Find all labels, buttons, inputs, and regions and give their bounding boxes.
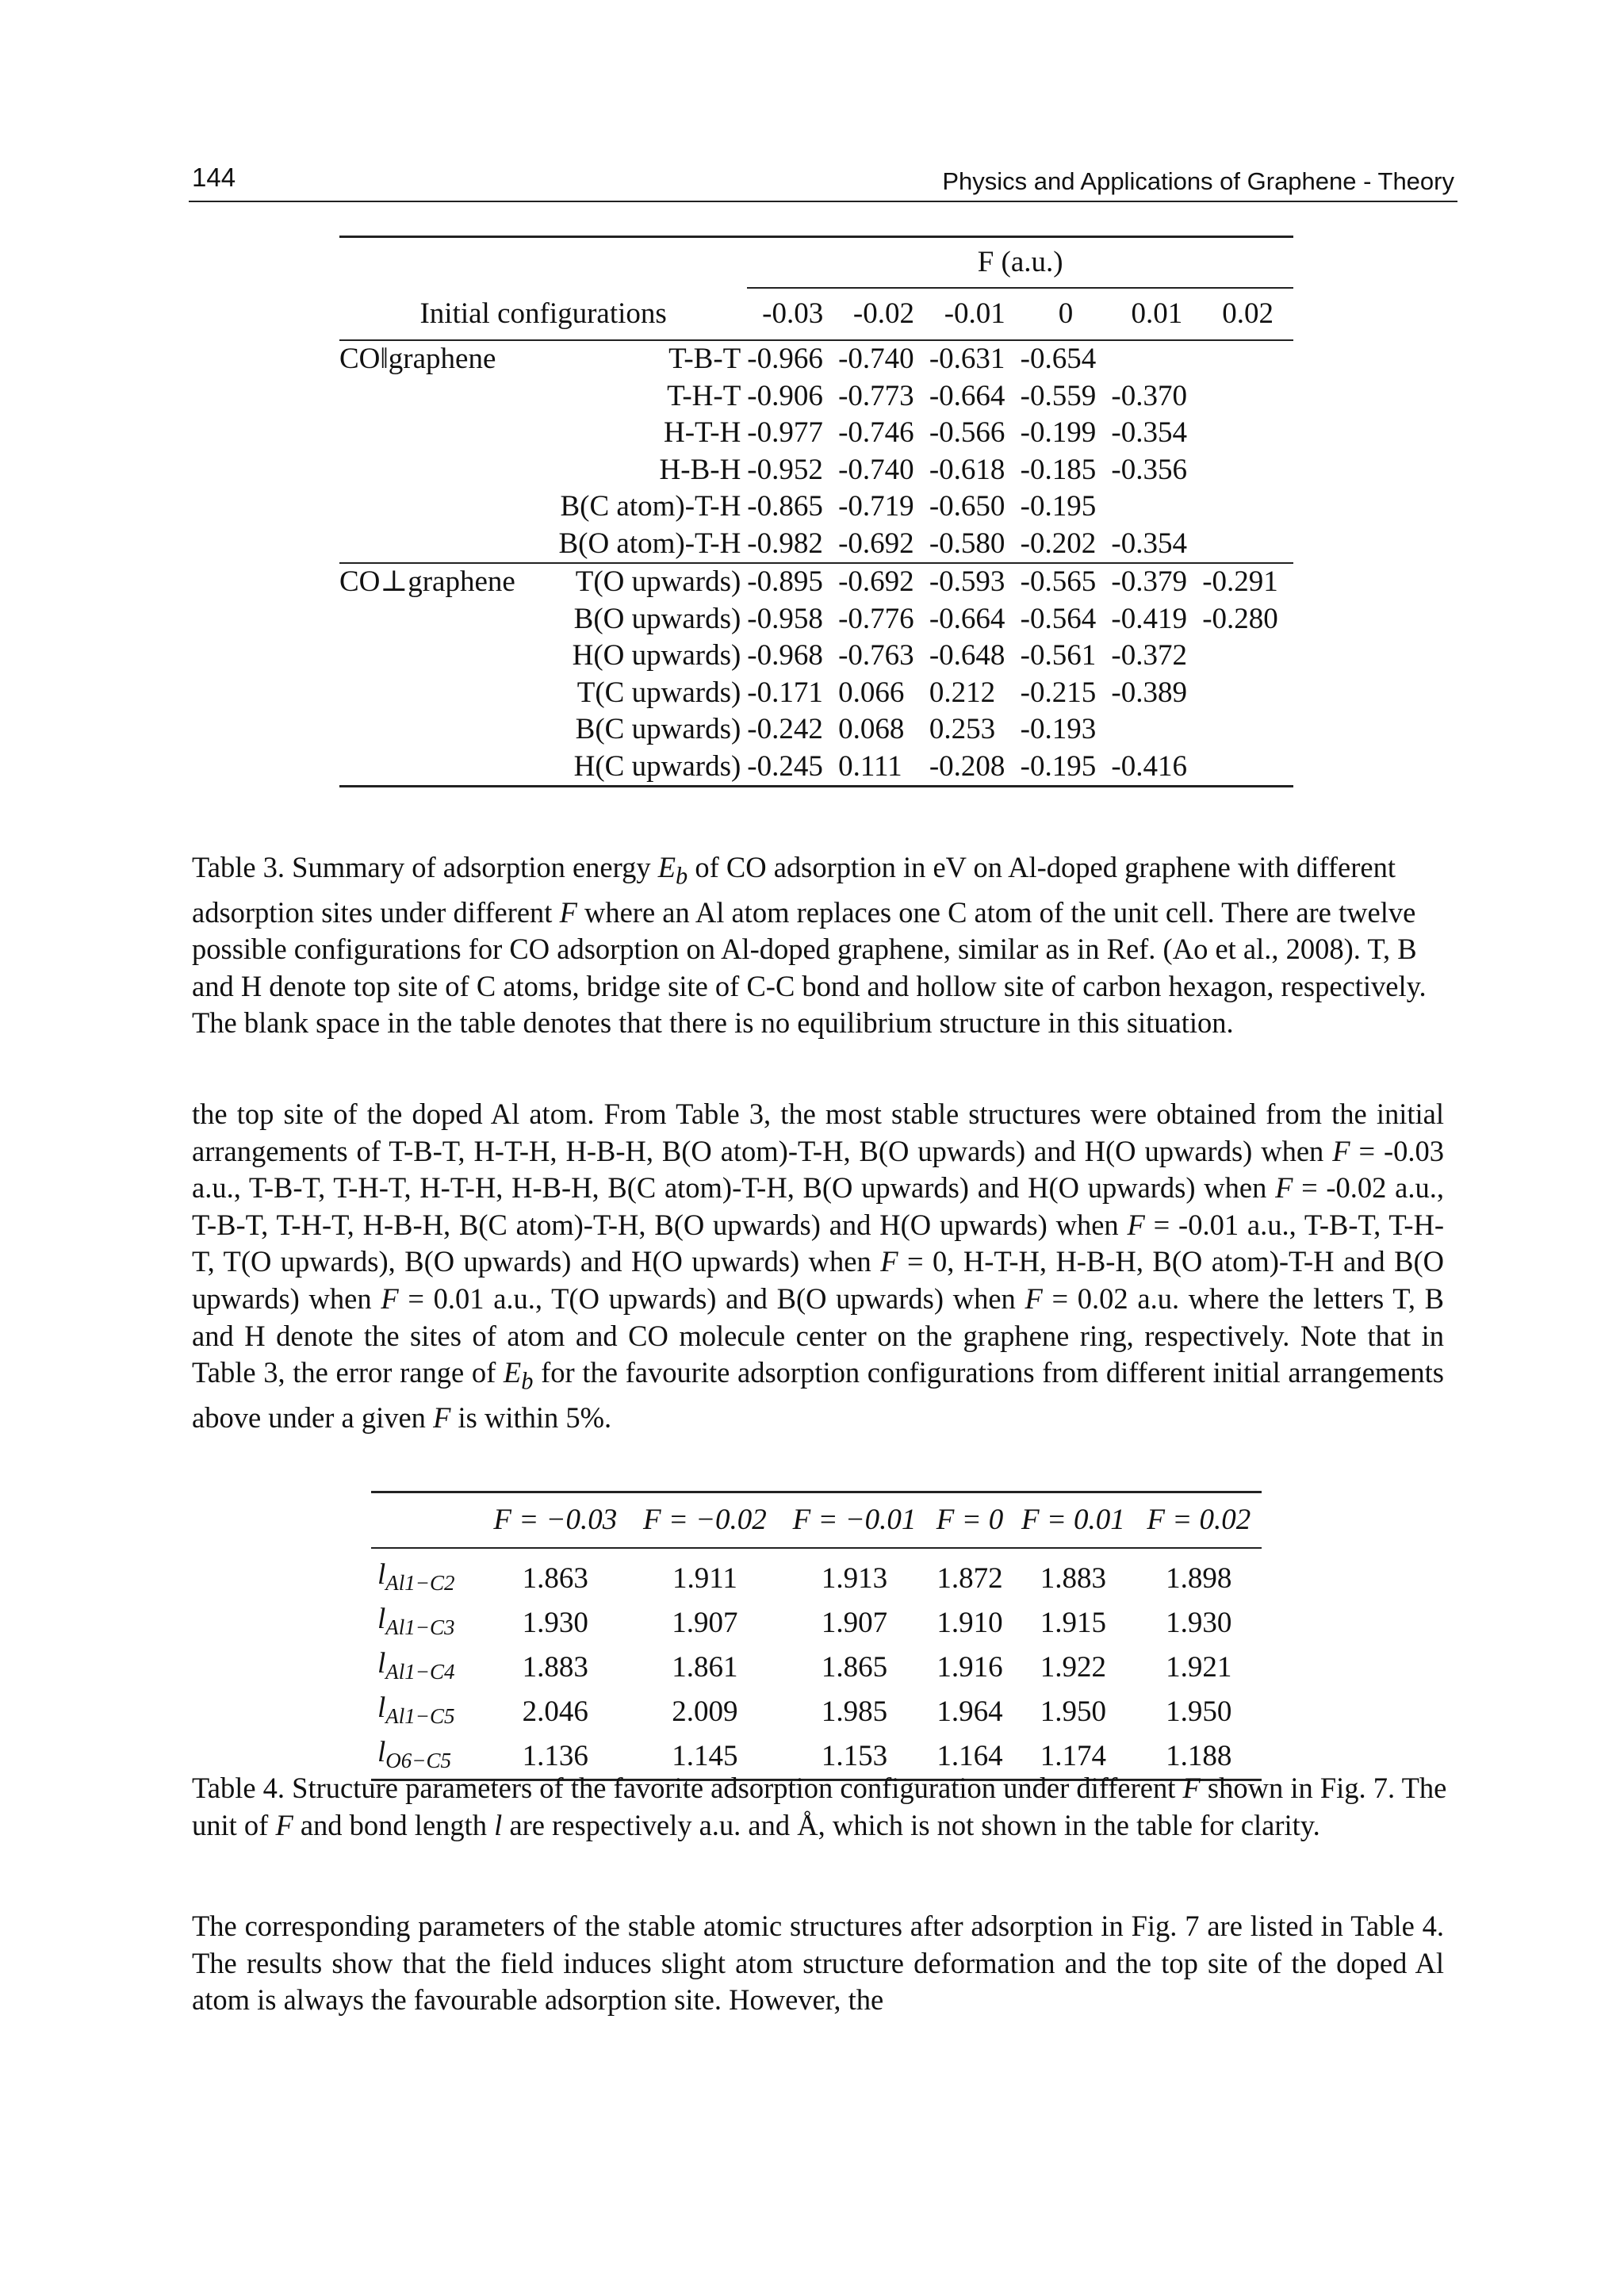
energy-value: -0.202: [1020, 527, 1097, 560]
energy-value: -0.773: [838, 379, 914, 412]
energy-value: [1202, 340, 1293, 378]
table-4-caption: Table 4. Structure parameters of the favorite adsorption configuration under different F shown in Fig. 7. The unit of F and bond length l are respectively a.u. and Å, which is not shown in the table for clarity.: [192, 1772, 1447, 1841]
page-number: 144: [192, 163, 236, 192]
energy-value: [1111, 711, 1202, 749]
f-header-cell: 0: [1021, 288, 1112, 340]
energy-value: [1202, 488, 1293, 526]
energy-value: [1111, 488, 1202, 526]
config-label: H-B-H: [659, 453, 741, 486]
energy-value: -0.740: [838, 453, 914, 486]
bond-length-value: 2.046: [522, 1695, 588, 1728]
energy-value: [1202, 675, 1293, 712]
table-3-row: [339, 415, 1293, 452]
table-4-header-cell: F = 0: [929, 1493, 1010, 1548]
energy-value: [1202, 415, 1293, 452]
group-label: CO‖graphene: [339, 343, 496, 376]
group-label: [339, 378, 554, 416]
energy-value: -0.593: [929, 563, 1021, 601]
energy-value: -0.564: [1020, 602, 1097, 635]
energy-value: -0.565: [1021, 563, 1112, 601]
energy-value: [1202, 378, 1293, 416]
f-header-cell: -0.01: [929, 288, 1021, 340]
group-label: [339, 675, 554, 712]
table-3-row: [339, 601, 1293, 638]
bond-length-value: 1.950: [1166, 1695, 1232, 1728]
table-3-row: [339, 526, 1293, 564]
energy-value: -0.982: [747, 527, 823, 560]
config-label: B(C atom)-T-H: [560, 490, 741, 523]
energy-value: -0.895: [747, 563, 838, 601]
body-paragraph-2: The corresponding parameters of the stable atomic structures after adsorption in Fig. 7 are listed in Table 4. The results show that the field induces slight atom structure deformation and the top site of the doped Al atom is always the favourable adsorption site. However, the: [192, 1910, 1444, 2017]
group-label: [339, 488, 554, 526]
group-label: CO⊥graphene: [339, 563, 554, 601]
table-3-row: [339, 675, 1293, 712]
energy-value: -0.952: [747, 453, 823, 486]
bond-length-value: 1.883: [1040, 1562, 1107, 1595]
bond-length-value: 2.009: [672, 1695, 738, 1728]
energy-value: -0.199: [1020, 416, 1097, 450]
bond-length-value: 1.915: [1040, 1607, 1107, 1639]
table-4-header-cell: F = −0.02: [630, 1493, 780, 1548]
energy-value: -0.354: [1111, 527, 1187, 560]
f-header-cell: -0.02: [838, 288, 929, 340]
table-4: [371, 1491, 1262, 1781]
f-header-cell: 0.01: [1111, 288, 1202, 340]
energy-value: -0.746: [838, 416, 914, 450]
bond-length-value: 1.950: [1040, 1695, 1107, 1728]
bond-length-value: 1.985: [821, 1695, 888, 1728]
table-4-header-cell: F = −0.03: [481, 1493, 630, 1548]
bond-length-value: 1.136: [522, 1740, 588, 1772]
bond-length-value: 1.872: [936, 1562, 1003, 1595]
energy-value: -0.379: [1111, 563, 1202, 601]
energy-value: -0.195: [1020, 749, 1097, 783]
group-label: [339, 749, 554, 786]
bond-length-value: 1.883: [522, 1651, 588, 1684]
energy-value: -0.763: [838, 639, 914, 672]
energy-value: -0.389: [1111, 676, 1187, 709]
bond-length-value: 1.188: [1166, 1740, 1232, 1772]
table-4-header-cell: F = 0.01: [1010, 1493, 1136, 1548]
energy-value: -0.664: [929, 379, 1005, 412]
energy-value: -0.171: [747, 676, 823, 709]
table-3-row: [339, 378, 1293, 416]
config-label: B(O upwards): [573, 602, 741, 635]
f-column-group-header: F (a.u.): [977, 246, 1063, 278]
energy-value: 0.111: [838, 749, 902, 783]
group-label: [339, 452, 554, 489]
config-label: H(O upwards): [572, 639, 741, 672]
bond-length-value: 1.861: [672, 1651, 738, 1684]
energy-value: -0.740: [838, 343, 914, 376]
bond-length-value: 1.911: [672, 1562, 737, 1595]
energy-value: -0.280: [1202, 602, 1278, 635]
energy-value: -0.719: [838, 490, 914, 523]
energy-value: -0.692: [838, 563, 929, 601]
energy-value: -0.654: [1020, 343, 1097, 376]
bond-length-label: $l_{Al1-C3}$: [377, 1603, 455, 1639]
bond-length-value: 1.910: [936, 1607, 1003, 1639]
energy-value: 0.212: [929, 676, 996, 709]
energy-value: [1111, 340, 1202, 378]
bond-length-value: 1.174: [1040, 1740, 1107, 1772]
bond-length-value: 1.865: [821, 1651, 888, 1684]
bond-length-value: 1.863: [522, 1562, 588, 1595]
bond-length-label: $l_{Al1-C5}$: [377, 1691, 455, 1728]
table-3-row: [339, 711, 1293, 749]
energy-value: -0.865: [747, 490, 823, 523]
energy-value: -0.559: [1020, 379, 1097, 412]
energy-value: -0.416: [1111, 749, 1187, 783]
bond-length-value: 1.930: [1166, 1607, 1232, 1639]
bond-length-value: 1.922: [1040, 1651, 1107, 1684]
energy-value: -0.968: [747, 639, 823, 672]
energy-value: -0.692: [838, 527, 914, 560]
table-4-row: [371, 1645, 1262, 1690]
energy-value: -0.561: [1020, 639, 1097, 672]
energy-value: -0.906: [747, 379, 823, 412]
energy-value: [1202, 638, 1293, 675]
bond-length-value: 1.907: [672, 1607, 738, 1639]
table-3-caption: Table 3. Summary of adsorption energy $E_b$ of CO adsorption in eV on Al-doped graphene with different adsorption sites under different F where an Al atom replaces one C atom of the unit cell. There are twelve possible configurations for CO adsorption on Al-doped graphene, similar as in Ref. (Ao et al., 2008). T, B and H denote top site of C atoms, bridge site of C-C bond and hollow site of carbon hexagon, respectively. The blank space in the table denotes that there is no equilibrium structure in this situation.: [192, 851, 1427, 1040]
config-label: H-T-H: [664, 416, 741, 450]
config-label: B(C upwards): [575, 713, 741, 746]
config-label: H(C upwards): [573, 749, 741, 783]
table-3-row: [339, 452, 1293, 489]
table-3: [339, 236, 1293, 787]
config-label: T(O upwards): [554, 563, 748, 601]
table-3-row: [339, 638, 1293, 675]
config-label: B(O atom)-T-H: [558, 527, 741, 560]
table-3-row: [339, 563, 1293, 601]
bond-length-value: 1.145: [672, 1740, 738, 1772]
config-label: T(C upwards): [576, 676, 741, 709]
energy-value: -0.242: [747, 713, 823, 746]
energy-value: -0.193: [1020, 713, 1097, 746]
book-title: Physics and Applications of Graphene - Theory: [942, 167, 1454, 195]
energy-value: [1202, 711, 1293, 749]
body-paragraph-1: the top site of the doped Al atom. From Table 3, the most stable structures were obtained from the initial arrangements of T-B-T, H-T-H, H-B-H, B(O atom)-T-H, B(O upwards) and H(O upwards) when F = -0.03 a.u., T-B-T, T-H-T, H-T-H, H-B-H, B(C atom)-T-H, B(O upwards) and H(O upwards) when F = -0.02 a.u., T-B-T, T-H-T, H-B-H, B(C atom)-T-H, B(O upwards) and H(O upwards) when F = -0.01 a.u., T-B-T, T-H-T, T(O upwards), B(O upwards) and H(O upwards) when F = 0, H-T-H, H-B-H, B(O atom)-T-H and B(O upwards) when F = 0.01 a.u., T(O upwards) and B(O upwards) when F = 0.02 a.u. where the letters T, B and H denote the sites of atom and CO molecule center on the graphene ring, respectively. Note that in Table 3, the error range of $E_b$ for the favourite adsorption configurations from different initial arrangements above under a given F is within 5%.: [192, 1098, 1445, 1435]
config-label: T-B-T: [668, 343, 741, 376]
energy-value: 0.066: [838, 676, 905, 709]
table-3-row: [339, 488, 1293, 526]
table-4-row: [371, 1548, 1262, 1601]
bond-length-value: 1.916: [936, 1651, 1003, 1684]
energy-value: -0.664: [929, 602, 1005, 635]
initial-configurations-header: Initial configurations: [339, 288, 747, 340]
energy-value: -0.566: [929, 416, 1005, 450]
bond-length-label: $l_{Al1-C2}$: [377, 1558, 455, 1595]
energy-value: -0.370: [1111, 379, 1187, 412]
energy-value: [1202, 452, 1293, 489]
bond-length-value: 1.913: [821, 1562, 888, 1595]
energy-value: -0.776: [838, 602, 914, 635]
bond-length-value: 1.898: [1166, 1562, 1232, 1595]
page-header: [189, 163, 1457, 202]
energy-value: -0.208: [929, 749, 1005, 783]
bond-length-value: 1.930: [522, 1607, 588, 1639]
table-3-row: [339, 749, 1293, 786]
energy-value: 0.068: [838, 713, 905, 746]
energy-value: -0.977: [747, 416, 823, 450]
table-4-header-cell: F = −0.01: [779, 1493, 929, 1548]
energy-value: -0.372: [1111, 639, 1187, 672]
energy-value: -0.356: [1111, 453, 1187, 486]
energy-value: [1202, 526, 1293, 564]
table-3-row: [339, 340, 1293, 378]
config-label: T-H-T: [667, 379, 741, 412]
f-header-cell: 0.02: [1202, 288, 1293, 340]
energy-value: -0.648: [929, 639, 1005, 672]
group-label: [339, 526, 554, 564]
bond-length-label: $l_{Al1-C4}$: [377, 1647, 455, 1684]
energy-value: -0.958: [747, 602, 823, 635]
table-4-row: [371, 1690, 1262, 1734]
bond-length-value: 1.964: [936, 1695, 1003, 1728]
energy-value: -0.419: [1111, 602, 1187, 635]
bond-length-label: $l_{O6-C5}$: [377, 1736, 452, 1772]
energy-value: -0.650: [929, 490, 1005, 523]
group-label: [339, 711, 554, 749]
bond-length-value: 1.921: [1166, 1651, 1232, 1684]
energy-value: -0.580: [929, 527, 1005, 560]
group-label: [339, 415, 554, 452]
energy-value: 0.253: [929, 713, 996, 746]
energy-value: [1202, 749, 1293, 786]
bond-length-value: 1.907: [821, 1607, 888, 1639]
energy-value: -0.618: [929, 453, 1005, 486]
energy-value: -0.966: [747, 343, 823, 376]
energy-value: -0.631: [929, 343, 1005, 376]
bond-length-value: 1.164: [936, 1740, 1003, 1772]
energy-value: -0.195: [1020, 490, 1097, 523]
f-header-cell: -0.03: [747, 288, 838, 340]
table-4-header-cell: F = 0.02: [1136, 1493, 1262, 1548]
energy-value: -0.245: [747, 749, 823, 783]
group-label: [339, 638, 554, 675]
bond-length-value: 1.153: [821, 1740, 888, 1772]
energy-value: -0.215: [1020, 676, 1097, 709]
energy-value: -0.185: [1020, 453, 1097, 486]
energy-value: -0.291: [1202, 563, 1293, 601]
energy-value: -0.354: [1111, 416, 1187, 450]
group-label: [339, 601, 554, 638]
table-4-row: [371, 1601, 1262, 1645]
